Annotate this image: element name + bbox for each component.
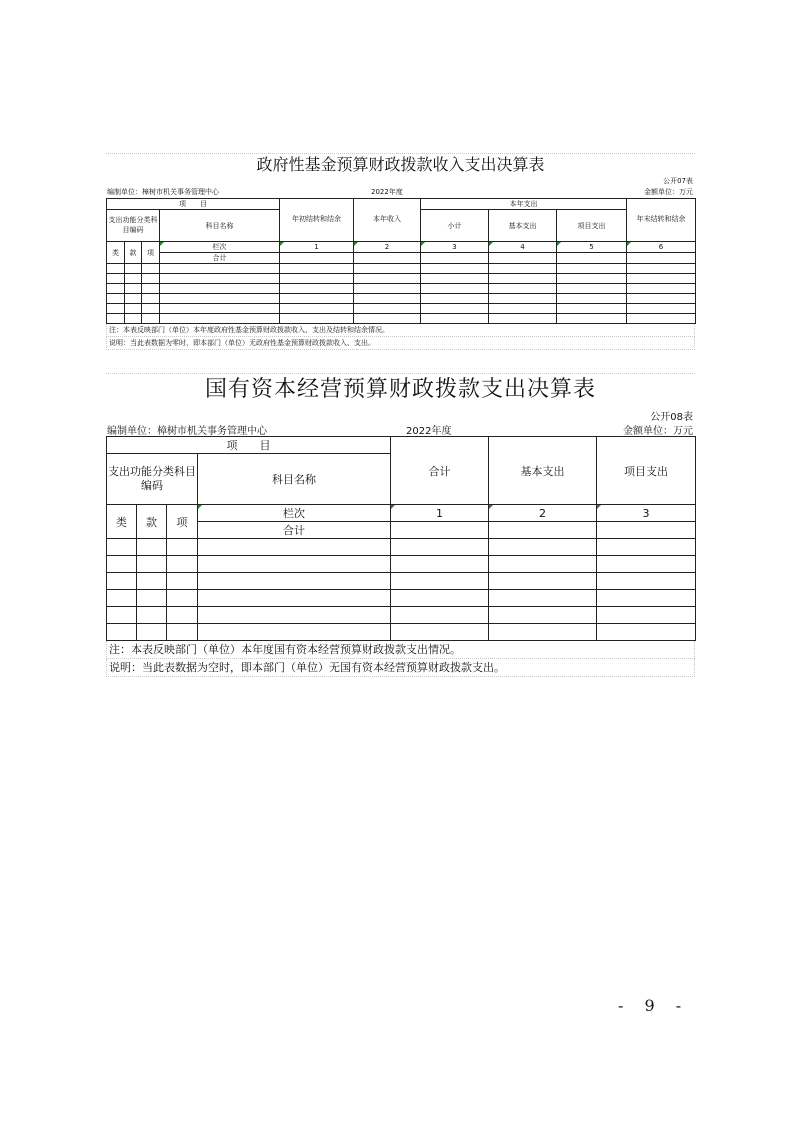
table2-year: 2022年度 [406, 426, 452, 437]
table2-basic: 基本支出 [489, 437, 597, 505]
gov-fund-budget-table [106, 153, 695, 350]
table1-project-header: 项 目 [107, 199, 280, 210]
table1-subtotal: 小计 [421, 210, 489, 242]
table2-title: 国有资本经营预算财政拨款支出决算表 [204, 377, 596, 402]
table2-func-code: 支出功能分类科目编码 [107, 454, 198, 505]
table2-subject-name: 科目名称 [198, 454, 391, 505]
table-row [107, 556, 696, 573]
table2-grid [106, 436, 696, 641]
table-row [107, 294, 696, 304]
table2-col-num: 2 [489, 505, 597, 522]
table1-grid [106, 198, 696, 324]
table1-carryover-end: 年末结转和结余 [627, 199, 696, 242]
table1-col-num: 4 [489, 242, 557, 253]
table-row [107, 304, 696, 314]
table2-meta [106, 406, 695, 436]
table1-meta [106, 176, 695, 198]
table1-xiang: 项 [142, 242, 160, 264]
table-row [107, 590, 696, 607]
table1-unit: 金额单位：万元 [644, 188, 693, 196]
table1-col-num: 3 [421, 242, 489, 253]
table1-title: 政府性基金预算财政拨款收入支出决算表 [256, 155, 545, 174]
table1-year: 2022年度 [371, 188, 403, 196]
table1-row-label: 栏次 [160, 242, 280, 253]
state-capital-budget-table [106, 373, 695, 677]
table2-col-num: 1 [391, 505, 489, 522]
table-row [107, 624, 696, 641]
table1-project-exp: 项目支出 [557, 210, 627, 242]
table1-form-code: 公开07表 [663, 177, 693, 185]
table1-explanation: 说明：当此表数据为零时，即本部门（单位）无政府性基金预算财政拨款收入、支出。 [106, 337, 695, 350]
table1-col-num: 6 [627, 242, 696, 253]
table1-col-num: 2 [354, 242, 421, 253]
table2-org: 编制单位：樟树市机关事务管理中心 [107, 426, 267, 437]
table2-kuan: 款 [137, 505, 167, 539]
table1-total-label: 合计 [160, 253, 280, 264]
table2-project-header: 项 目 [107, 437, 391, 454]
table1-income: 本年收入 [354, 199, 421, 242]
table2-col-num: 3 [597, 505, 696, 522]
table1-carryover-start: 年初结转和结余 [280, 199, 354, 242]
table2-total-label: 合计 [198, 522, 391, 539]
table1-note: 注：本表反映部门（单位）本年度政府性基金预算财政拨款收入、支出及结转和结余情况。 [106, 324, 695, 337]
table2-note: 注：本表反映部门（单位）本年度国有资本经营预算财政拨款支出情况。 [106, 641, 695, 659]
table1-kuan: 款 [125, 242, 142, 264]
table2-xiang: 项 [167, 505, 198, 539]
table2-project-exp: 项目支出 [597, 437, 696, 505]
table2-unit: 金额单位：万元 [623, 426, 693, 437]
table-row [107, 274, 696, 284]
table1-func-code: 支出功能分类科目编码 [107, 210, 160, 242]
table1-org: 编制单位：樟树市机关事务管理中心 [107, 188, 219, 196]
table2-lei: 类 [107, 505, 137, 539]
table-row [107, 573, 696, 590]
table1-expense-group: 本年支出 [421, 199, 627, 210]
table2-explanation: 说明：当此表数据为空时，即本部门（单位）无国有资本经营预算财政拨款支出。 [106, 659, 695, 677]
table1-col-num: 5 [557, 242, 627, 253]
page-number: - 9 - [618, 996, 690, 1015]
table1-lei: 类 [107, 242, 125, 264]
table-row [107, 314, 696, 324]
table2-row-label: 栏次 [198, 505, 391, 522]
table2-total-col: 合计 [391, 437, 489, 505]
table-row [107, 284, 696, 294]
table1-subject-name: 科目名称 [160, 210, 280, 242]
table2-form-code: 公开08表 [650, 412, 693, 423]
table-row [107, 607, 696, 624]
table1-col-num: 1 [280, 242, 354, 253]
table-row [107, 264, 696, 274]
table-row [107, 539, 696, 556]
table1-basic: 基本支出 [489, 210, 557, 242]
